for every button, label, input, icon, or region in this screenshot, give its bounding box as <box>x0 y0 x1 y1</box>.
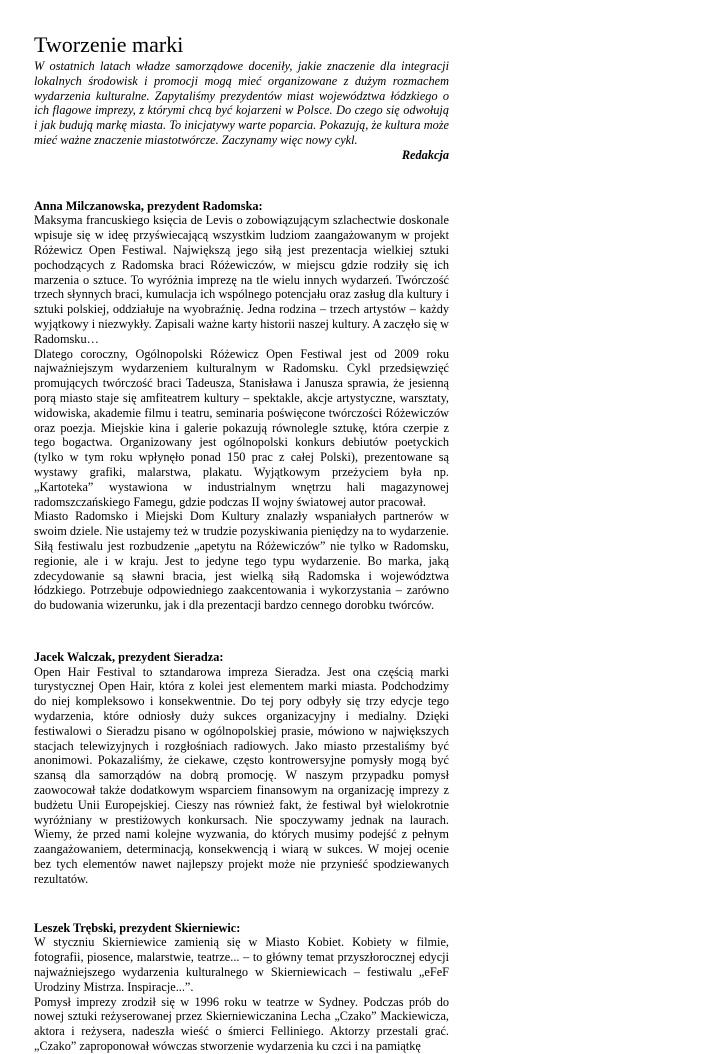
editorial-signature: Redakcja <box>401 147 449 162</box>
article <box>34 0 449 1054</box>
paragraph: Dlatego coroczny, Ogólnopolski Różewicz Open Festiwal jest od 2009 roku najważniejszym wydarzeniem kulturalnym w Radomsku. Cykl przedsięwzięć promujących twórczość braci Tadeusza, Stanisława i Janusza sprawia, że jesienną porą miasto staje się amfiteatrem kultury – spektakle, akcje artystyczne, warsztaty, widowiska, akademie filmu i teatru, seminaria poświęcone twórczości Różewiczów oraz poezja. Miejskie kina i galerie pokazują równolegle sztukę, która czerpie z tego bogactwa. Organizowany jest ogólnopolski konkurs debiutów poetyckich (tylko w tym roku wpłynęło ponad 150 prac z całej Polski), prezentowane są wystawy grafiki, malarstwa, plakatu. Wyjątkowym przeżyciem była np. „Kartoteka” wystawiona w industrialnym wnętrzu hali magazynowej radomszczańskiego Famegu, gdzie podczas II wojny światowej autor pracował. <box>34 346 449 509</box>
article-lead: W ostatnich latach władze samorządowe doceniły, jakie znaczenie dla integracji lokalnych środowisk i promocji mogą mieć organizowane z dużym rozmachem wydarzenia kulturalne. Zapytaliśmy prezydentów miast województwa łódzkiego o ich flagowe imprezy, z którymi chcą być kojarzeni w Polsce. Do czego się odwołują i jak budują markę miasta. To inicjatywy warte poparcia. Pokazują, że kultura może mieć ważne znaczenie miastotwórcze. Zaczynamy więc nowy cykl. <box>34 59 449 147</box>
paragraph: Open Hair Festival to sztandarowa impreza Sieradza. Jest ona częścią marki turystycznej Open Hair, która z kolei jest elementem marki miasta. Podchodzimy do niej kompleksowo i konsekwentnie. Do tej pory odbyły się trzy edycje tego wydarzenia, które odniosły duży sukces organizacyjny i medialny. Dzięki festiwalowi o Sieradzu pisano w ogólnopolskiej prasie, mówiono w największych stacjach telewizyjnych i rozgłośniach radiowych. Jako miasto przestaliśmy być anonimowi. Pokazaliśmy, że ciekawe, często kontrowersyjne pomysły mogą być szansą dla samorządów na dobrą promocję. W naszym przypadku pomysł zaowocował także dodatkowym wsparciem finansowym na organizację imprezy z budżetu Unii Europejskiej. Cieszy nas również fakt, że festiwal był wielokrotnie wyróżniany w prestiżowych konkursach. Nie spoczywamy jednak na laurach. Wiemy, że przed nami kolejne wyzwania, do których musimy podejść z pełnym zaangażowaniem, determinacją, konsekwencją i wiarą w sukces. W mojej ocenie bez tych elementów nawet najlepszy projekt może nie przynieść spodziewanych rezultatów. <box>34 664 449 886</box>
paragraph: W styczniu Skierniewice zamienią się w Miasto Kobiet. Kobiety w filmie, fotografii, piosence, malarstwie, teatrze... – to główny temat przyszłorocznej edycji najważniejszego wydarzenia kulturalnego w Skierniewicach – festiwalu „eFeF Urodziny Mistrza. Inspiracje...”. <box>34 935 449 994</box>
paragraph: Miasto Radomsko i Miejski Dom Kultury znalazły wspaniałych partnerów w swoim dziele. Nie ustajemy też w trudzie pozyskiwania pieniędzy na to wydarzenie. Siłą festiwalu jest rozbudzenie „apetytu na Różewiczów” nie tylko w Radomsku, regionie, ale i w kraju. Jest to jedyne tego typu wydarzenie. Bo marka, jaką zdecydowanie są sławni bracia, jest wielką siłą Radomska i województwa łódzkiego. Potrzebuje odpowiedniego zaakcentowania i wykorzystania – zarówno do budowania wizerunku, jak i dla prezentacji bardzo cennego dorobku twórców. <box>34 509 449 613</box>
section-heading: Jacek Walczak, prezydent Sieradza: <box>34 649 224 664</box>
section-heading: Anna Milczanowska, prezydent Radomska: <box>34 198 263 213</box>
paragraph: Maksyma francuskiego księcia de Levis o zobowiązującym szlachectwie doskonale wpisuje się w ideę przyświecającą wszystkim ludziom zaangażowanym w projekt Różewicz Open Festiwal. Największą jego siłą jest prezentacja wielkiej sztuki pochodzących z Radomska braci Różewiczów, w miejscu gdzie rodziły się ich marzenia o sztuce. To wyróżnia imprezę na tle wielu innych wydarzeń. Twórczość trzech słynnych braci, kumulacja ich wspólnego potencjału oraz zasług dla kultury i sztuki polskiej, oddziałuje na wyobraźnię. Jedna rodzina – trzech artystów – każdy wyjątkowy i niezwykły. Zapisali ważne karty historii naszej kultury. A zaczęło się w Radomsku… <box>34 213 450 346</box>
paragraph: Pomysł imprezy zrodził się w 1996 roku w teatrze w Sydney. Podczas prób do nowej sztuki reżyserowanej przez Skierniewiczanina Lecha „Czako” Mackiewicza, aktora i reżysera, nadeszła wieść o śmierci Felliniego. Aktorzy przestali grać. „Czako” zaproponował wówczas stworzenie wydarzenia ku czci i na pamiątkę <box>34 994 449 1054</box>
section-skierniewice <box>34 921 449 1054</box>
section-sieradz <box>34 650 449 887</box>
section-radomsko <box>34 199 449 613</box>
section-heading: Leszek Trębski, prezydent Skierniewic: <box>34 920 241 935</box>
article-title: Tworzenie marki <box>34 32 184 57</box>
